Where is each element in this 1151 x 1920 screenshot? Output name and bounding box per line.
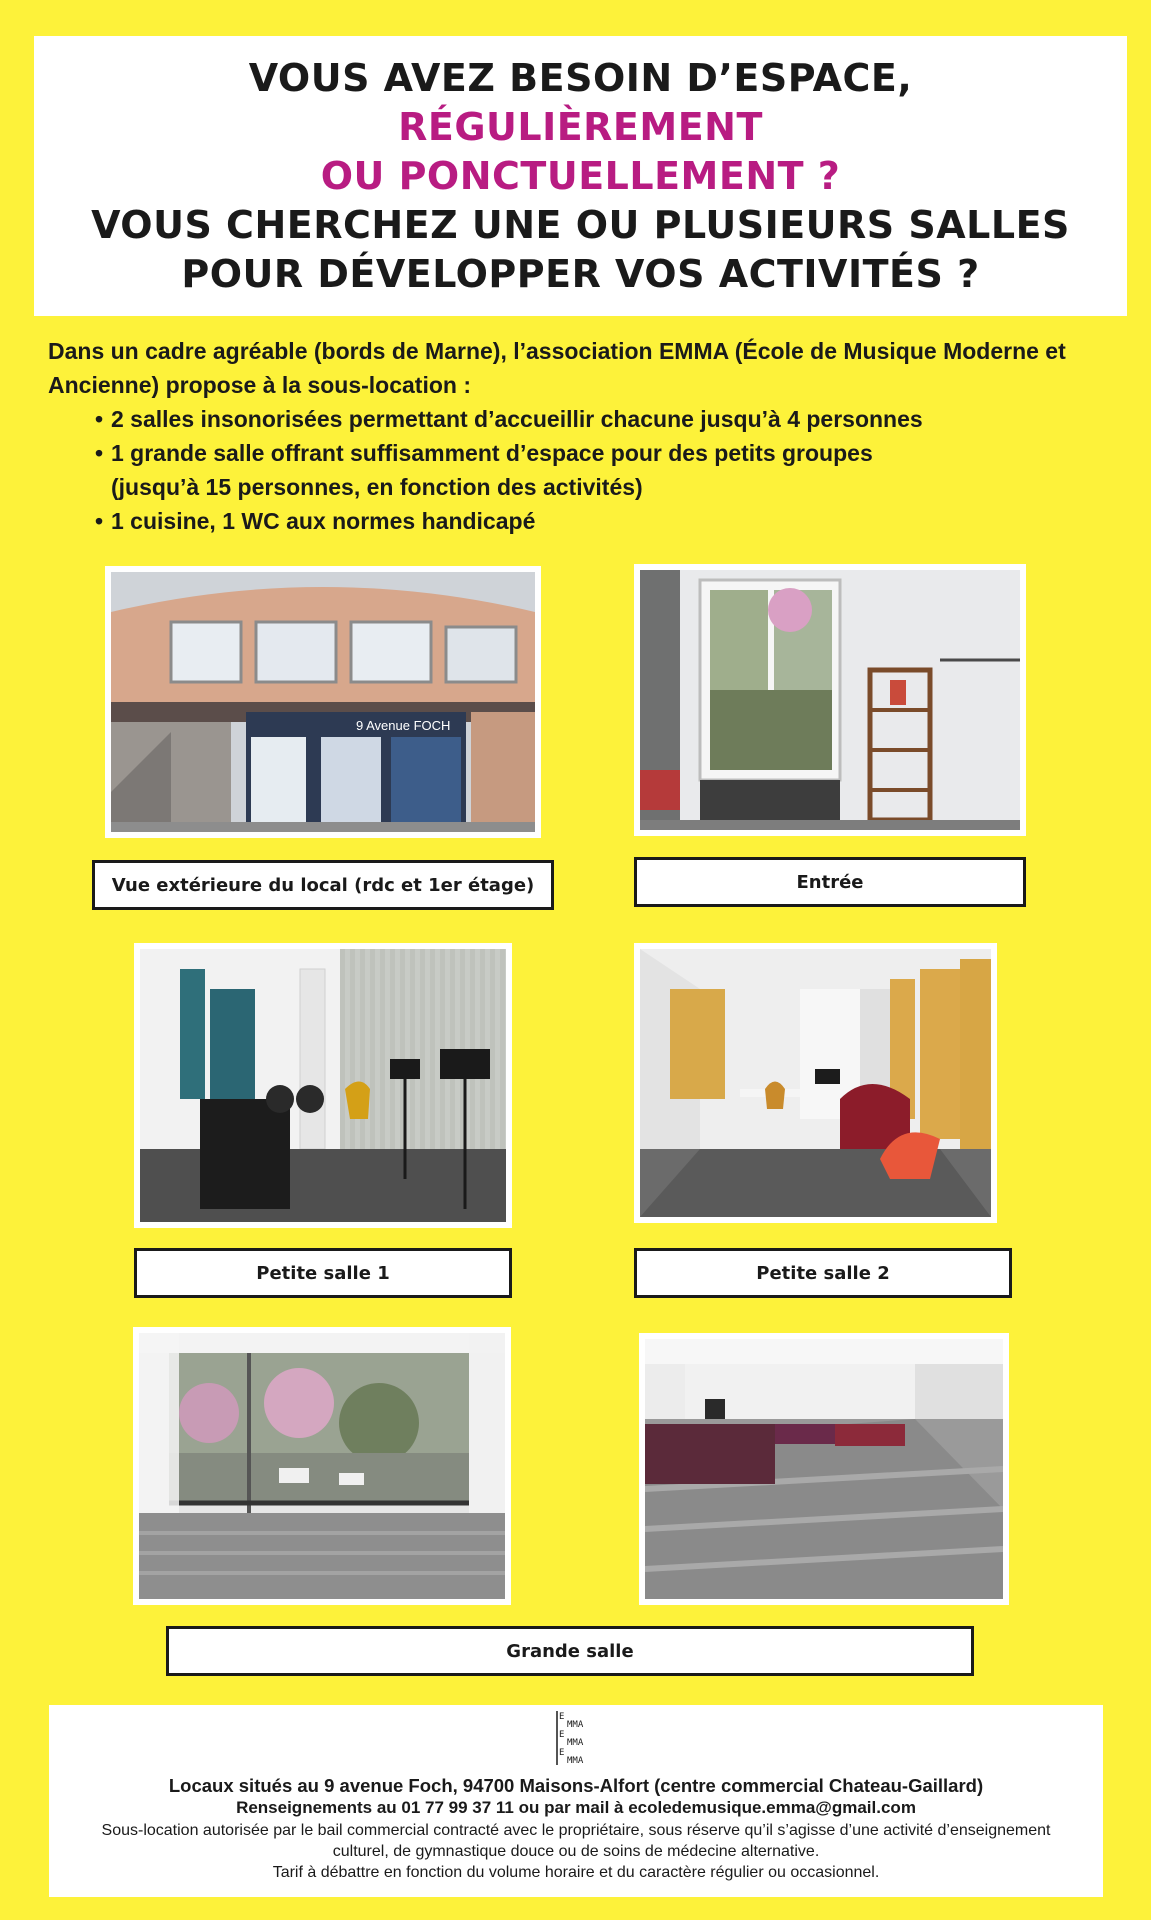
photo-entrance <box>634 564 1026 836</box>
headline-line-5: POUR DÉVELOPPER VOS ACTIVITÉS ? <box>181 251 980 296</box>
footer-terms <box>99 1820 1053 1883</box>
photo-exterior <box>105 566 541 838</box>
headline-line-4: VOUS CHERCHEZ UNE OU PLUSIEURS SALLES <box>91 202 1070 247</box>
svg-text:MMA: MMA <box>567 1720 584 1730</box>
offer-item: • 1 cuisine, 1 WC aux normes handicapé <box>95 504 1118 538</box>
caption-large-room: Grande salle <box>166 1626 974 1676</box>
caption-small-room-1: Petite salle 1 <box>134 1248 512 1298</box>
offer-item: • 1 grande salle offrant suffisamment d’espace pour des petits groupes (jusqu’à 15 personnes, en fonction des activités) <box>95 436 931 504</box>
headline-line-2: RÉGULIÈREMENT <box>398 104 763 149</box>
svg-text:E: E <box>559 1730 565 1740</box>
svg-text:MMA: MMA <box>567 1756 584 1766</box>
svg-text:MMA: MMA <box>567 1738 584 1748</box>
photo-large-room-interior <box>639 1333 1009 1605</box>
svg-text:E: E <box>559 1748 565 1758</box>
photo-small-room-1 <box>134 943 512 1228</box>
svg-text:E: E <box>559 1712 565 1722</box>
caption-entrance: Entrée <box>634 857 1026 907</box>
footer-panel <box>49 1705 1103 1897</box>
headline-line-1: VOUS AVEZ BESOIN D’ESPACE, <box>248 55 913 100</box>
offer-list <box>48 402 1118 538</box>
photo-large-room-window <box>133 1327 511 1605</box>
intro-paragraph: Dans un cadre agréable (bords de Marne), l’association EMMA (École de Musique Moderne et Ancienne) propose à la sous-location : <box>48 338 1066 398</box>
footer-contact: Renseignements au 01 77 99 37 11 ou par mail à ecoledemusique.emma@gmail.com <box>236 1798 916 1817</box>
headline-panel <box>34 36 1127 316</box>
footer-address: Locaux situés au 9 avenue Foch, 94700 Maisons-Alfort (centre commercial Chateau-Gaillard) <box>168 1775 984 1796</box>
photo-small-room-2 <box>634 943 997 1223</box>
intro-text <box>48 334 1118 538</box>
headline-line-3: OU PONCTUELLEMENT ? <box>320 153 841 198</box>
caption-small-room-2: Petite salle 2 <box>634 1248 1012 1298</box>
footer-terms-text: Sous-location autorisée par le bail commercial contracté avec le propriétaire, sous réserve qu’il s’agisse d’une activité d’enseignement culturel, de gymnastique douce ou de soins de médecine alternative. <box>101 1822 1051 1860</box>
storefront-sign: 9 Avenue FOCH <box>356 718 451 733</box>
footer-tariff: Tarif à débattre en fonction du volume horaire et du caractère régulier ou occasionnel. <box>272 1864 880 1881</box>
emma-logo-icon <box>549 1709 603 1767</box>
caption-exterior: Vue extérieure du local (rdc et 1er étage) <box>92 860 554 910</box>
offer-item: • 2 salles insonorisées permettant d’accueillir chacune jusqu’à 4 personnes <box>95 402 1118 436</box>
